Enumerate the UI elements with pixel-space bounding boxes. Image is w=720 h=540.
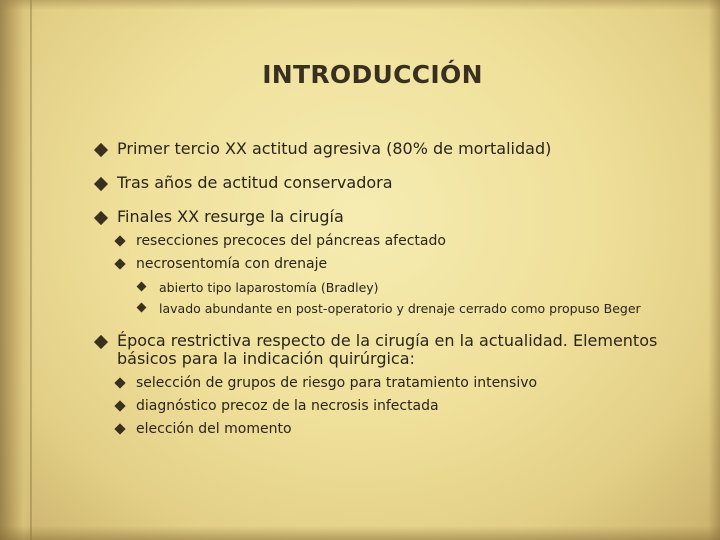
bullet-list bbox=[95, 140, 675, 438]
list-item-text: Época restrictiva respecto de la cirugía en la actualidad. Elementos básicos para la indicación quirúrgica: bbox=[117, 331, 658, 368]
sub-list-item bbox=[115, 398, 675, 415]
diamond-bullet-icon bbox=[114, 235, 125, 246]
list-item-text: Finales XX resurge la cirugía bbox=[117, 207, 344, 226]
list-item bbox=[95, 208, 675, 316]
diamond-bullet-icon bbox=[114, 258, 125, 269]
page-edge-bottom bbox=[0, 526, 720, 540]
sub-sub-list bbox=[136, 280, 675, 316]
list-item-text: Tras años de actitud conservadora bbox=[117, 173, 393, 192]
diamond-bullet-icon bbox=[137, 282, 147, 292]
diamond-bullet-icon bbox=[114, 423, 125, 434]
diamond-bullet-icon bbox=[114, 400, 125, 411]
diamond-bullet-icon bbox=[94, 335, 108, 349]
sub-list-item-text: necrosentomía con drenaje bbox=[136, 256, 328, 272]
diamond-bullet-icon bbox=[94, 211, 108, 225]
sub-list bbox=[117, 233, 675, 316]
diamond-bullet-icon bbox=[94, 177, 108, 191]
diamond-bullet-icon bbox=[137, 303, 147, 313]
sub-list-item bbox=[115, 233, 675, 250]
list-item bbox=[95, 174, 675, 192]
sub-list bbox=[117, 375, 675, 438]
sub-sub-list-item-text: abierto tipo laparostomía (Bradley) bbox=[159, 280, 379, 295]
list-item bbox=[95, 332, 675, 438]
page-edge-top bbox=[0, 0, 720, 10]
list-item bbox=[95, 140, 675, 158]
sub-list-item-text: diagnóstico precoz de la necrosis infectada bbox=[136, 398, 439, 414]
sub-list-item-text: resecciones precoces del páncreas afectado bbox=[136, 233, 446, 249]
sub-sub-list-item-text: lavado abundante en post-operatorio y drenaje cerrado como propuso Beger bbox=[159, 301, 641, 316]
list-item-text: Primer tercio XX actitud agresiva (80% de mortalidad) bbox=[117, 139, 552, 158]
sub-sub-list-item bbox=[136, 301, 675, 316]
diamond-bullet-icon bbox=[94, 143, 108, 157]
sub-list-item bbox=[115, 375, 675, 392]
sub-list-item bbox=[115, 256, 675, 316]
sub-list-item-text: elección del momento bbox=[136, 421, 292, 437]
diamond-bullet-icon bbox=[114, 377, 125, 388]
sub-sub-list-item bbox=[136, 280, 675, 295]
sub-list-item bbox=[115, 421, 675, 438]
sub-list-item-text: selección de grupos de riesgo para tratamiento intensivo bbox=[136, 375, 538, 391]
slide-content bbox=[95, 140, 675, 454]
slide-title: INTRODUCCIÓN bbox=[262, 60, 483, 89]
